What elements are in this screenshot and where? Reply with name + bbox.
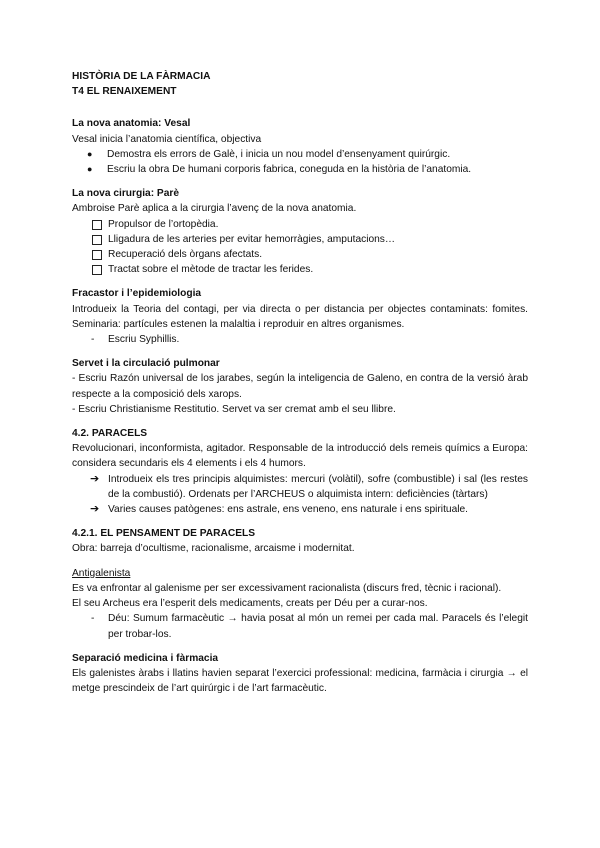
section-heading-paracels: 4.2. PARACELS [72,428,148,440]
section-heading-separacio: Separació medicina i fàrmacia [72,652,219,664]
list-item: ➔ Varies causes patògenes: ens astrale, ens veneno, ens naturale i ens spirituale. [72,502,528,517]
checkbox-list-pare [72,217,528,278]
document-title: HISTÒRIA DE LA FÀRMACIA [72,71,211,82]
document-content [72,69,528,696]
section-heading-antigalenista: Antigalenista [72,567,131,579]
list-item: ● Escriu la obra De humani corporis fabrica, coneguda en la història de l’anatomia. [72,162,528,177]
section-intro-pare: Ambroise Parè aplica a la cirurgia l’avenç de la nova anatomia. [72,203,357,215]
section-heading-fracastor: Fracastor i l’epidemiologia [72,288,202,300]
section-heading-pensament: 4.2.1. EL PENSAMENT DE PARACELS [72,528,256,540]
section-heading-servet: Servet i la circulació pulmonar [72,358,220,370]
bullet-icon: ● [87,164,93,175]
dash-icon: - [91,613,95,625]
dash-icon: - [91,334,95,346]
section-text-antigalenista-2: El seu Archeus era l’esperit dels medicaments, creats per Déu per a curar-nos. [72,598,428,610]
dash-list-fracastor [72,332,528,347]
bullet-list-vesal [72,147,528,177]
list-item: ● Demostra els errors de Galè, i inicia un nou model d’ensenyament quirúrgic. [72,147,528,162]
section-heading-vesal: La nova anatomia: Vesal [72,118,191,130]
arrow-right-icon: ➔ [90,503,100,516]
checkbox-icon[interactable] [92,250,102,260]
section-intro-vesal: Vesal inicia l’anatomia científica, objectiva [72,133,262,145]
section-text-fracastor: Introdueix la Teoria del contagi, per via directa o per distancia per objectes contaminats: fomites. Seminaria: partícules estenen la malaltia i reproduir en altres organismes. [72,303,528,330]
bullet-icon: ● [87,148,93,159]
section-text-separacio: Els galenistes àrabs i llatins havien separat l’exercici professional: medicina, farmàcia i cirurgia → el metge prescindeix de l’art quirúrgic i de l’art farmacèutic. [72,667,528,695]
checkbox-icon[interactable] [92,235,102,245]
section-heading-pare: La nova cirurgia: Parè [72,188,180,200]
dash-list-antigalenista [72,611,528,641]
list-item: Tractat sobre el mètode de tractar les ferides. [72,262,528,277]
arrow-right-icon: ➔ [90,472,100,485]
list-item: Recuperació dels òrgans afectats. [72,247,528,262]
section-text-servet-2: - Escriu Christianisme Restitutio. Servet va ser cremat amb el seu llibre. [72,403,396,415]
list-item: - Escriu Syphillis. [72,332,528,347]
document-subtitle: T4 EL RENAIXEMENT [72,86,177,98]
section-text-antigalenista-1: Es va enfrontar al galenisme per ser excessivament racionalista (discurs fred, tècnic i racional). [72,582,502,594]
arrow-list-paracels [72,472,528,518]
list-item: - Déu: Sumum farmacèutic → havia posat al món un remei per cada mal. Paracels és l’elegit per trobar-los. [91,613,528,640]
list-item: Propulsor de l’ortopèdia. [72,217,528,232]
list-item: Lligadura de les arteries per evitar hemorràgies, amputacions… [72,232,528,247]
section-text-servet-1: - Escriu Razón universal de los jarabes, según la inteligencia de Galeno, en contra de la versió àrab respecte a la composició dels xarops. [72,373,528,400]
list-item: ➔ Introdueix els tres principis alquimistes: mercuri (volàtil), sofre (combustible) i sal (les restes de la combustió). Ordenats per l’ARCHEUS o alquimista intern: deficiències (tàrtars) [90,472,528,500]
checkbox-icon[interactable] [92,220,102,230]
section-text-paracels: Revolucionari, inconformista, agitador. Responsable de la introducció dels remeis químics a Europa: considera secundaris els 4 elements i els 4 humors. [72,443,528,470]
section-text-pensament: Obra: barreja d’ocultisme, racionalisme, arcaisme i modernitat. [72,543,355,555]
checkbox-icon[interactable] [92,265,102,275]
